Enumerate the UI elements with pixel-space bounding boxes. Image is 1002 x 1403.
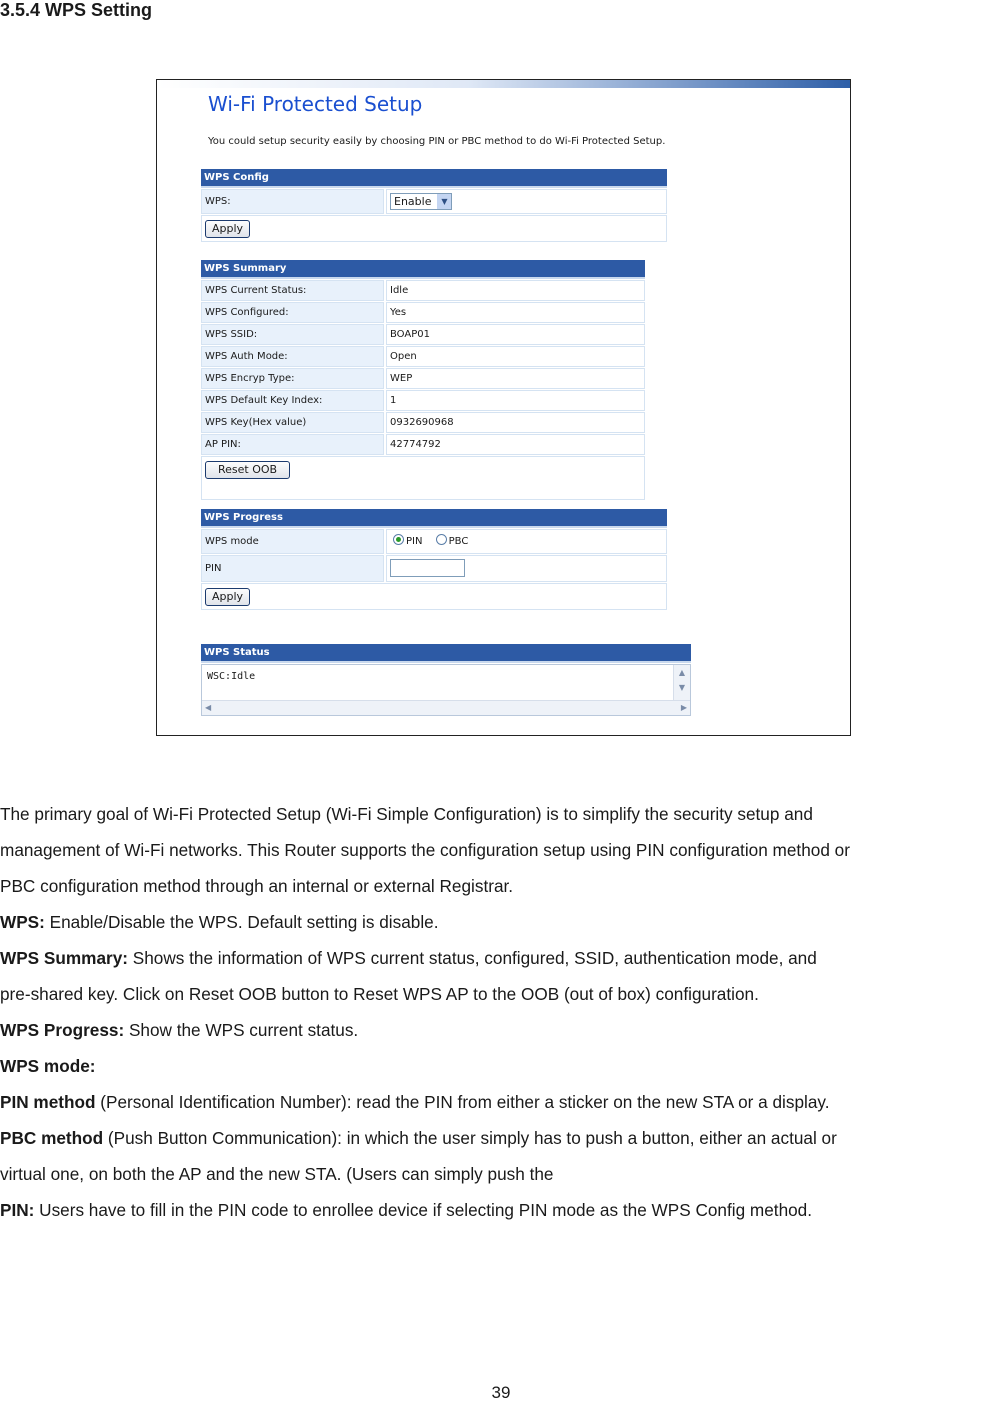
pin-method-description: (Personal Identification Number): read the PIN from either a sticker on the new STA or a display. — [95, 1092, 830, 1112]
pbc-method-description: (Push Button Communication): in which the user simply has to push a button, either an actual or — [103, 1128, 837, 1148]
wps-summary-panel — [201, 260, 645, 500]
wps-config-apply-button[interactable]: Apply — [205, 220, 250, 238]
pbc-method-paragraph — [0, 1120, 1002, 1156]
pbc-method-line-2: virtual one, on both the AP and the new STA. (Users can simply push the — [0, 1164, 554, 1184]
wps-page-title: Wi-Fi Protected Setup — [208, 92, 423, 116]
wps-config-header: WPS Config — [201, 169, 667, 188]
wps-config-panel — [201, 169, 667, 242]
pbc-radio[interactable] — [436, 534, 447, 545]
wps-progress-apply-button[interactable]: Apply — [205, 588, 250, 606]
summary-line-2: pre-shared key. Click on Reset OOB button to Reset WPS AP to the OOB (out of box) configuration. — [0, 984, 759, 1004]
summary-paragraph — [0, 940, 1002, 976]
wps-status-panel — [201, 644, 691, 716]
summary-label: AP PIN: — [201, 434, 384, 455]
wps-progress-panel — [201, 509, 667, 610]
intro-line-2: management of Wi-Fi networks. This Router supports the configuration setup using PIN configuration method or — [0, 840, 850, 860]
body-text — [0, 796, 1002, 1228]
summary-value: Idle — [386, 280, 645, 301]
summary-row — [201, 434, 645, 455]
scroll-down-icon[interactable]: ▼ — [678, 683, 686, 692]
summary-label: WPS Default Key Index: — [201, 390, 384, 411]
summary-value: 1 — [386, 390, 645, 411]
page-number: 39 — [491, 1383, 511, 1402]
wps-status-header: WPS Status — [201, 644, 691, 663]
scroll-up-icon[interactable]: ▲ — [678, 668, 686, 677]
wps-paragraph — [0, 904, 1002, 940]
pbc-radio-label: PBC — [448, 536, 469, 547]
summary-value: 42774792 — [386, 434, 645, 455]
summary-label: WPS Current Status: — [201, 280, 384, 301]
screenshot-top-bar — [157, 80, 850, 88]
pin-radio-label: PIN — [406, 536, 423, 547]
pin-cell — [386, 555, 667, 582]
wps-status-text: WSC:Idle — [207, 671, 256, 682]
summary-row — [201, 368, 645, 389]
pin-label: PIN — [201, 555, 384, 582]
summary-term: WPS Summary: — [0, 948, 128, 968]
scroll-right-icon[interactable]: ▶ — [680, 703, 687, 712]
mode-paragraph — [0, 1048, 1002, 1084]
scroll-left-icon[interactable]: ◀ — [205, 703, 212, 712]
wps-progress-header: WPS Progress — [201, 509, 667, 528]
wps-screenshot — [156, 79, 851, 736]
summary-label: WPS Auth Mode: — [201, 346, 384, 367]
wps-mode-label: WPS mode — [201, 529, 384, 554]
summary-value: 0932690968 — [386, 412, 645, 433]
wps-summary-header: WPS Summary — [201, 260, 645, 279]
summary-value: BOAP01 — [386, 324, 645, 345]
wps-summary-button-row — [201, 456, 645, 500]
summary-row — [201, 346, 645, 367]
summary-label: WPS SSID: — [201, 324, 384, 345]
vertical-scrollbar[interactable] — [673, 665, 690, 701]
summary-label: WPS Encryp Type: — [201, 368, 384, 389]
summary-label: WPS Key(Hex value) — [201, 412, 384, 433]
pin-description: Users have to fill in the PIN code to enrollee device if selecting PIN mode as the WPS Config method. — [34, 1200, 813, 1220]
summary-row — [201, 302, 645, 323]
pbc-method-term: PBC method — [0, 1128, 104, 1148]
summary-row — [201, 280, 645, 301]
intro-line-3: PBC configuration method through an internal or external Registrar. — [0, 876, 514, 896]
progress-paragraph — [0, 1012, 1002, 1048]
summary-row — [201, 324, 645, 345]
progress-term: WPS Progress: — [0, 1020, 125, 1040]
reset-oob-button[interactable]: Reset OOB — [205, 461, 290, 479]
wps-status-textarea[interactable] — [201, 664, 691, 716]
wps-term: WPS: — [0, 912, 45, 932]
pin-radio[interactable] — [393, 534, 404, 545]
wps-config-button-row — [201, 215, 667, 242]
wps-description: Enable/Disable the WPS. Default setting is disable. — [44, 912, 439, 932]
wps-enable-select-value: Enable — [394, 195, 432, 208]
summary-label: WPS Configured: — [201, 302, 384, 323]
intro-line-1: The primary goal of Wi-Fi Protected Setup (Wi-Fi Simple Configuration) is to simplify the security setup and — [0, 804, 813, 824]
horizontal-scrollbar[interactable] — [202, 700, 690, 715]
section-title: 3.5.4 WPS Setting — [0, 0, 153, 20]
summary-description: Shows the information of WPS current status, configured, SSID, authentication mode, and — [127, 948, 817, 968]
summary-value: Yes — [386, 302, 645, 323]
wps-enable-select[interactable] — [390, 193, 452, 210]
summary-row — [201, 412, 645, 433]
chevron-down-icon: ▼ — [437, 194, 451, 209]
pin-method-paragraph — [0, 1084, 1002, 1120]
pin-paragraph — [0, 1192, 1002, 1228]
wps-progress-button-row — [201, 583, 667, 610]
wps-enable-cell — [386, 189, 667, 214]
summary-value: WEP — [386, 368, 645, 389]
pin-method-term: PIN method — [0, 1092, 96, 1112]
wps-enable-label: WPS: — [201, 189, 384, 214]
mode-term: WPS mode: — [0, 1056, 96, 1076]
pin-term: PIN: — [0, 1200, 35, 1220]
pin-input[interactable] — [390, 559, 465, 577]
summary-value: Open — [386, 346, 645, 367]
wps-mode-cell — [386, 529, 667, 554]
summary-row — [201, 390, 645, 411]
wps-page-description: You could setup security easily by choosing PIN or PBC method to do Wi-Fi Protected Setup. — [208, 136, 666, 147]
progress-description: Show the WPS current status. — [124, 1020, 359, 1040]
